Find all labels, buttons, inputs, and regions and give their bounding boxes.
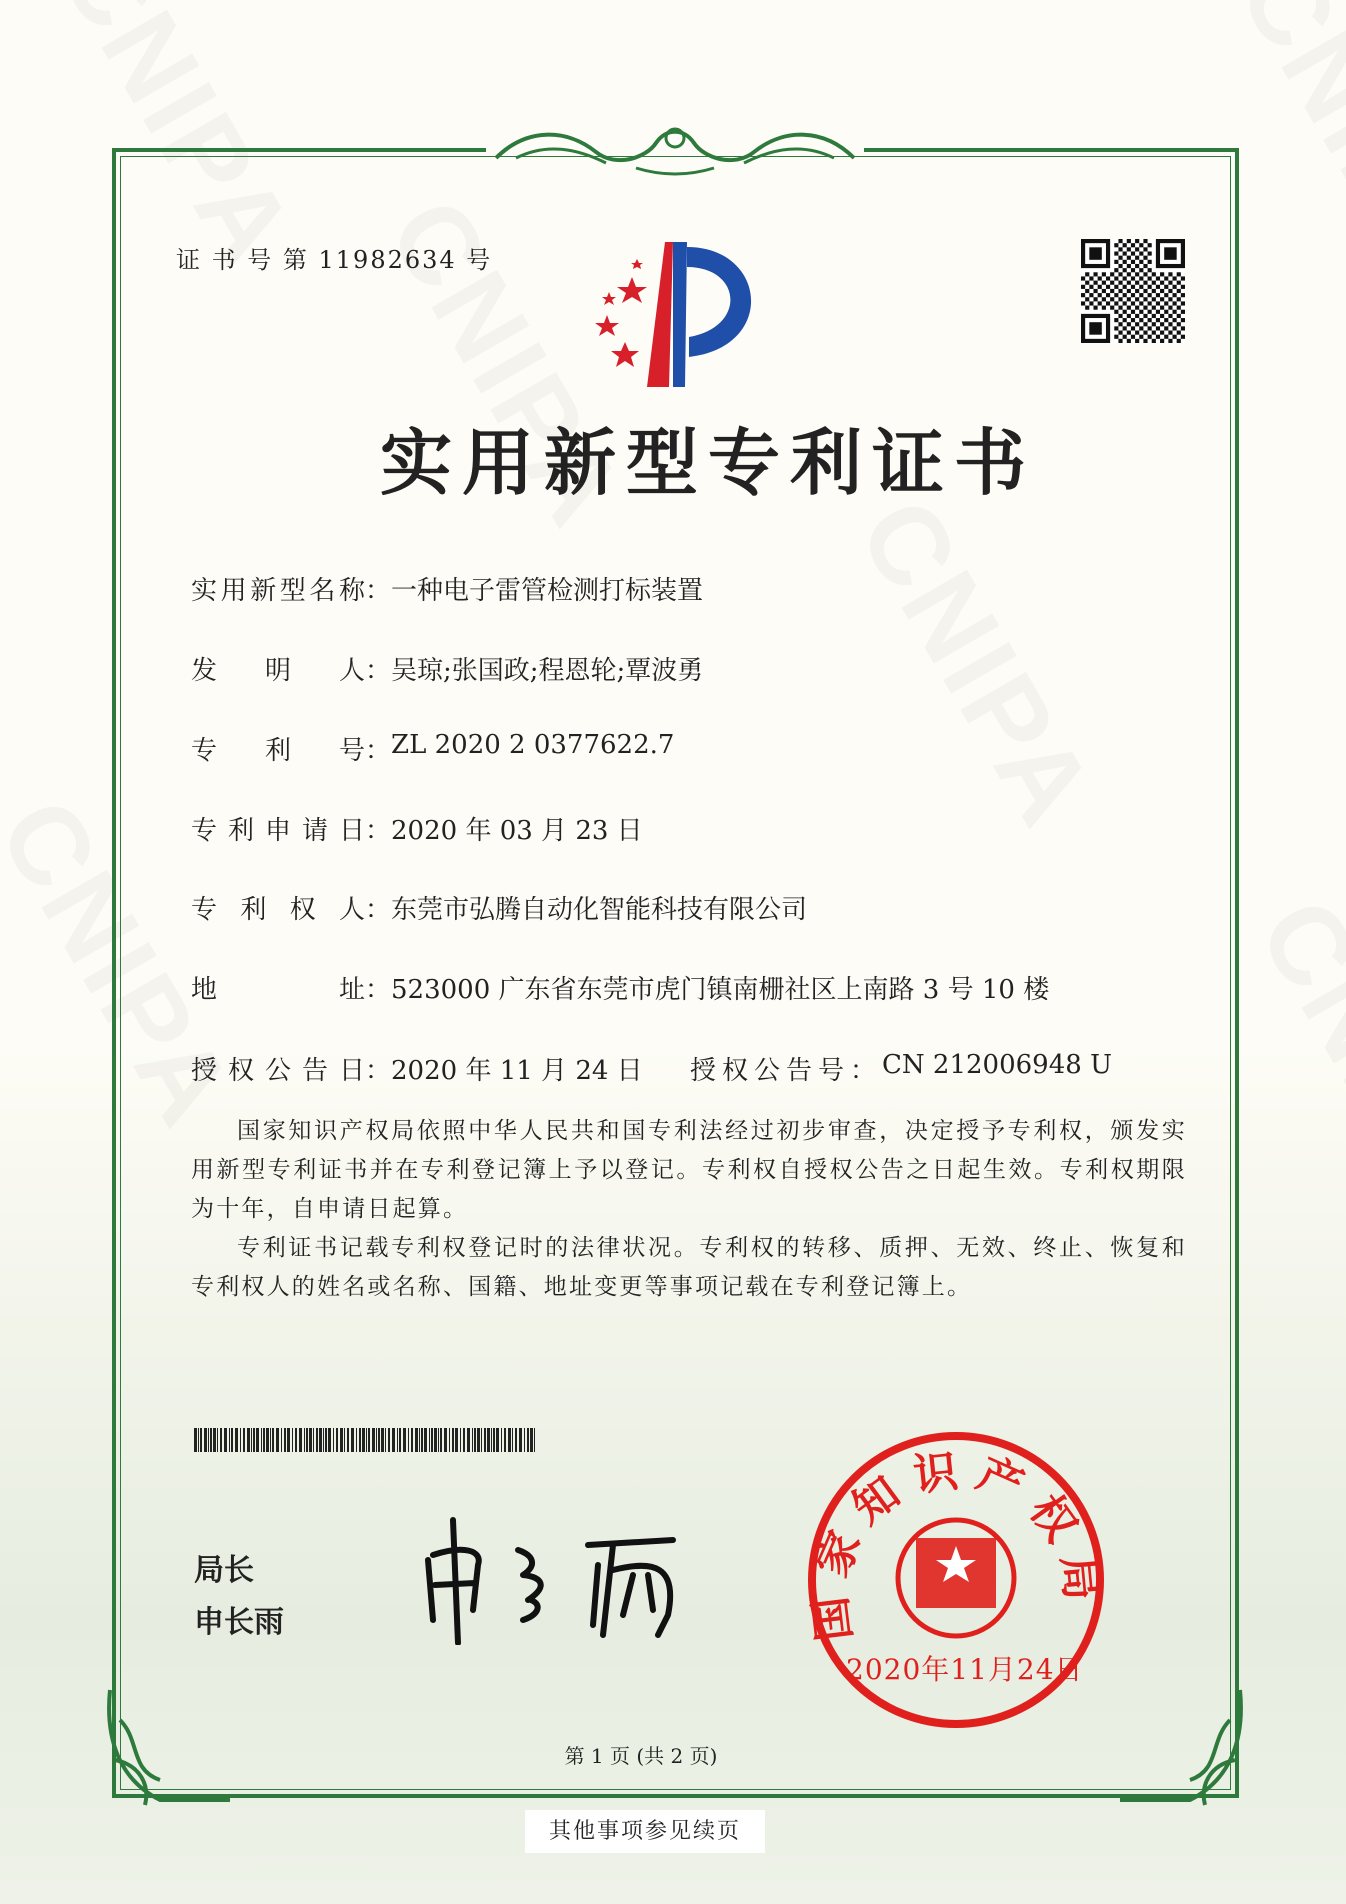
barcode-bar bbox=[385, 1428, 386, 1452]
barcode-bar bbox=[208, 1428, 209, 1452]
field-label-char: 号 bbox=[338, 736, 365, 766]
barcode-bar bbox=[501, 1428, 502, 1452]
field-label: 授权公告号： bbox=[690, 1056, 883, 1086]
director-title: 局长 bbox=[194, 1553, 254, 1588]
field-label bbox=[191, 1050, 365, 1087]
barcode-bar bbox=[455, 1428, 458, 1452]
field-label-char: 权 bbox=[227, 1056, 254, 1086]
director-signature bbox=[413, 1515, 703, 1645]
barcode-bar bbox=[213, 1428, 216, 1452]
field-row bbox=[191, 810, 643, 847]
barcode-bar bbox=[508, 1428, 511, 1452]
barcode-bar bbox=[419, 1428, 420, 1452]
barcode-bar bbox=[240, 1428, 241, 1452]
barcode-bar bbox=[217, 1428, 218, 1452]
barcode-bar bbox=[530, 1428, 533, 1452]
barcode-bar bbox=[460, 1428, 461, 1452]
barcode-bar bbox=[336, 1428, 338, 1452]
announcement-number bbox=[690, 1050, 1112, 1087]
field-label-char: 专 bbox=[191, 895, 218, 925]
barcode-bar bbox=[309, 1428, 312, 1452]
field-value: ZL 2020 2 0377622.7 bbox=[391, 730, 675, 760]
field-label-char: 利 bbox=[264, 736, 291, 766]
barcode-bar bbox=[266, 1428, 269, 1452]
field-label-char: 新 bbox=[250, 576, 277, 606]
barcode-bar bbox=[220, 1428, 222, 1452]
field-label bbox=[191, 650, 365, 687]
barcode-bar bbox=[210, 1428, 212, 1452]
barcode-bar bbox=[449, 1428, 450, 1452]
field-label-char: 申 bbox=[264, 816, 291, 846]
barcode-bar bbox=[372, 1428, 375, 1452]
field-row bbox=[191, 650, 703, 687]
barcode-bar bbox=[243, 1428, 245, 1452]
field-label bbox=[191, 889, 365, 926]
barcode bbox=[194, 1428, 535, 1452]
field-label-char: 请 bbox=[301, 816, 328, 846]
barcode-bar bbox=[231, 1428, 233, 1452]
field-colon: ： bbox=[365, 736, 392, 766]
field-label-char: 日 bbox=[338, 816, 365, 846]
barcode-bar bbox=[272, 1428, 274, 1452]
barcode-bar bbox=[496, 1428, 499, 1452]
barcode-bar bbox=[463, 1428, 465, 1452]
statement-paragraph: 专利证书记载专利权登记时的法律状况。专利权的转移、质押、无效、终止、恢复和专利权人的姓名或名称、国籍、地址变更等事项记载在专利登记簿上。 bbox=[191, 1235, 1187, 1300]
barcode-bar bbox=[452, 1428, 454, 1452]
barcode-bar bbox=[403, 1428, 406, 1452]
barcode-bar bbox=[429, 1428, 430, 1452]
barcode-bar bbox=[270, 1428, 271, 1452]
barcode-bar bbox=[304, 1428, 305, 1452]
barcode-bar bbox=[477, 1428, 480, 1452]
barcode-bar bbox=[491, 1428, 492, 1452]
field-label-char: 专 bbox=[191, 736, 218, 766]
barcode-bar bbox=[344, 1428, 345, 1452]
field-label bbox=[191, 969, 365, 1006]
barcode-bar bbox=[487, 1428, 490, 1452]
field-label-char: 授 bbox=[191, 1056, 218, 1086]
barcode-bar bbox=[472, 1428, 473, 1452]
field-row bbox=[191, 570, 703, 607]
field-label-char: 日 bbox=[338, 1056, 365, 1086]
barcode-bar bbox=[224, 1428, 227, 1452]
barcode-bar bbox=[415, 1428, 418, 1452]
field-label bbox=[191, 730, 365, 767]
barcode-bar bbox=[444, 1428, 447, 1452]
field-value: 2020 年 03 月 23 日 bbox=[391, 816, 643, 846]
statement-paragraph: 国家知识产权局依照中华人民共和国专利法经过初步审查，决定授予专利权，颁发实用新型专利证书并在专利登记簿上予以登记。专利权自授权公告之日起生效。专利权期限为十年，自申请日起算。 bbox=[191, 1118, 1187, 1222]
field-label-char: 利 bbox=[227, 816, 254, 846]
barcode-bar bbox=[493, 1428, 495, 1452]
barcode-bar bbox=[368, 1428, 370, 1452]
barcode-bar bbox=[411, 1428, 413, 1452]
field-label bbox=[191, 570, 365, 607]
barcode-bar bbox=[325, 1428, 327, 1452]
barcode-bar bbox=[194, 1428, 197, 1452]
barcode-bar bbox=[251, 1428, 252, 1452]
field-colon: ： bbox=[365, 656, 392, 686]
barcode-bar bbox=[256, 1428, 259, 1452]
barcode-bar bbox=[204, 1428, 207, 1452]
field-label-char: 实 bbox=[191, 576, 218, 606]
director-name: 申长雨 bbox=[194, 1605, 284, 1640]
barcode-bar bbox=[424, 1428, 427, 1452]
barcode-bar bbox=[299, 1428, 302, 1452]
barcode-bar bbox=[381, 1428, 384, 1452]
field-label-char: 专 bbox=[191, 816, 218, 846]
barcode-bar bbox=[281, 1428, 282, 1452]
barcode-bar bbox=[261, 1428, 262, 1452]
barcode-bar bbox=[198, 1428, 199, 1452]
barcode-bar bbox=[399, 1428, 401, 1452]
barcode-bar bbox=[284, 1428, 286, 1452]
field-colon: ： bbox=[365, 816, 392, 846]
barcode-bar bbox=[524, 1428, 525, 1452]
field-value: 东莞市弘腾自动化智能科技有限公司 bbox=[391, 895, 808, 925]
barcode-bar bbox=[388, 1428, 390, 1452]
barcode-bar bbox=[392, 1428, 395, 1452]
certificate-title: 实用新型专利证书 bbox=[380, 420, 1037, 505]
barcode-bar bbox=[328, 1428, 331, 1452]
field-value: CN 212006948 U bbox=[882, 1050, 1112, 1080]
barcode-bar bbox=[200, 1428, 202, 1452]
barcode-bar bbox=[356, 1428, 357, 1452]
field-label-char: 型 bbox=[279, 576, 306, 606]
field-value: 一种电子雷管检测打标装置 bbox=[391, 576, 704, 606]
cnipa-logo bbox=[577, 237, 773, 391]
field-row bbox=[191, 969, 1049, 1006]
barcode-bar bbox=[362, 1428, 365, 1452]
field-label-char: 人 bbox=[338, 656, 365, 686]
field-label-char: 发 bbox=[191, 656, 218, 686]
barcode-bar bbox=[534, 1428, 535, 1452]
barcode-bar bbox=[504, 1428, 506, 1452]
barcode-bar bbox=[295, 1428, 297, 1452]
certificate-statement bbox=[191, 1112, 1187, 1307]
field-label bbox=[191, 810, 365, 847]
field-label-char: 地 bbox=[191, 975, 218, 1005]
barcode-bar bbox=[440, 1428, 442, 1452]
barcode-bar bbox=[359, 1428, 361, 1452]
seal-text: 国家知识产权局 bbox=[804, 1444, 1108, 1644]
barcode-bar bbox=[319, 1428, 322, 1452]
barcode-bar bbox=[313, 1428, 314, 1452]
barcode-bar bbox=[512, 1428, 513, 1452]
field-label-char: 权 bbox=[289, 895, 316, 925]
barcode-bar bbox=[467, 1428, 470, 1452]
barcode-bar bbox=[438, 1428, 439, 1452]
field-colon: ： bbox=[365, 576, 392, 606]
field-label-char: 址 bbox=[338, 975, 365, 1005]
barcode-bar bbox=[292, 1428, 293, 1452]
field-row bbox=[191, 1050, 643, 1087]
barcode-bar bbox=[323, 1428, 324, 1452]
certificate-number: 证 书 号 第 11982634 号 bbox=[176, 246, 493, 274]
qr-code[interactable] bbox=[1081, 239, 1185, 343]
barcode-bar bbox=[229, 1428, 230, 1452]
barcode-bar bbox=[247, 1428, 250, 1452]
barcode-bar bbox=[397, 1428, 398, 1452]
barcode-bar bbox=[306, 1428, 308, 1452]
barcode-bar bbox=[340, 1428, 343, 1452]
barcode-bar bbox=[408, 1428, 409, 1452]
barcode-bar bbox=[366, 1428, 367, 1452]
barcode-bar bbox=[527, 1428, 529, 1452]
barcode-bar bbox=[378, 1428, 380, 1452]
seal-date: 2020年11月24日 bbox=[846, 1653, 1084, 1686]
barcode-bar bbox=[316, 1428, 318, 1452]
barcode-bar bbox=[276, 1428, 279, 1452]
field-row bbox=[191, 889, 807, 926]
field-colon: ： bbox=[365, 975, 392, 1005]
barcode-bar bbox=[434, 1428, 437, 1452]
barcode-bar bbox=[431, 1428, 433, 1452]
barcode-bar bbox=[484, 1428, 486, 1452]
field-colon: ： bbox=[365, 1056, 392, 1086]
field-value: 吴琼;张国政;程恩轮;覃波勇 bbox=[391, 656, 704, 686]
barcode-bar bbox=[351, 1428, 354, 1452]
barcode-bar bbox=[287, 1428, 290, 1452]
barcode-bar bbox=[515, 1428, 517, 1452]
barcode-bar bbox=[376, 1428, 377, 1452]
page-indicator bbox=[0, 1740, 1346, 1769]
field-label-char: 称 bbox=[338, 576, 365, 606]
field-label-char: 名 bbox=[309, 576, 336, 606]
field-label-char: 公 bbox=[264, 1056, 291, 1086]
field-label-char: 明 bbox=[264, 656, 291, 686]
page-indicator-text: 第 1 页 (共 2 页) bbox=[564, 1744, 718, 1768]
footer-note: 其他事项参见续页 bbox=[525, 1810, 765, 1853]
field-label-char: 人 bbox=[338, 895, 365, 925]
field-colon: ： bbox=[365, 895, 392, 925]
field-label-char: 利 bbox=[240, 895, 267, 925]
field-value: 2020 年 11 月 24 日 bbox=[391, 1056, 643, 1086]
field-value: 523000 广东省东莞市虎门镇南栅社区上南路 3 号 10 楼 bbox=[391, 975, 1050, 1005]
top-ornament bbox=[486, 118, 864, 180]
barcode-bar bbox=[263, 1428, 265, 1452]
barcode-bar bbox=[421, 1428, 423, 1452]
field-label-char: 用 bbox=[220, 576, 247, 606]
barcode-bar bbox=[481, 1428, 482, 1452]
barcode-bar bbox=[253, 1428, 255, 1452]
barcode-bar bbox=[474, 1428, 476, 1452]
field-label-char: 告 bbox=[301, 1056, 328, 1086]
barcode-bar bbox=[235, 1428, 238, 1452]
barcode-bar bbox=[333, 1428, 334, 1452]
barcode-bar bbox=[519, 1428, 522, 1452]
field-row bbox=[191, 730, 674, 767]
barcode-bar bbox=[347, 1428, 349, 1452]
